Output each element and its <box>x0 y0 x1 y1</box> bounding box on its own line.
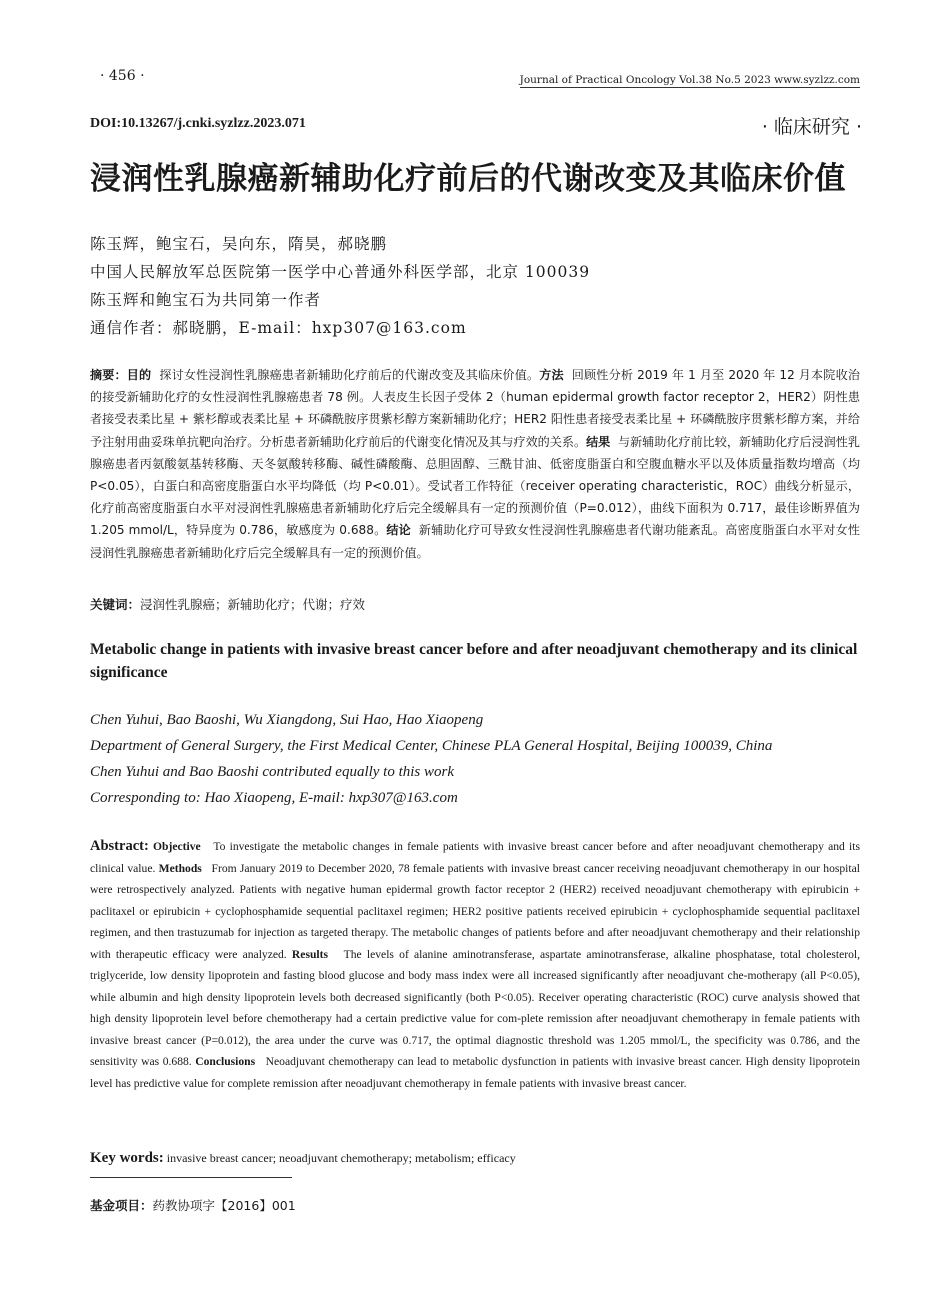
results-label-cn: 结果 <box>586 434 611 449</box>
keywords-label-cn: 关键词： <box>90 597 141 612</box>
journal-info: Journal of Practical Oncology Vol.38 No.5 2023 www.syzlzz.com <box>519 74 860 86</box>
results-label-en: Results <box>291 947 328 961</box>
methods-label-cn: 方法 <box>539 368 564 382</box>
doi: DOI:10.13267/j.cnki.syzlzz.2023.071 <box>90 116 306 131</box>
authors-cn: 陈玉辉，鲍宝石，吴向东，隋昊，郝晓鹏 <box>90 235 388 253</box>
keywords-en <box>90 1150 516 1167</box>
column-label: · 临床研究 · <box>761 116 862 138</box>
conclusions-text-en: Neoadjuvant chemotherapy can lead to metabolic dysfunction in patients with invasive breast cancer. High density lipoprotein level has predictive value for complete remission after neoadjuvant chemotherapy in female patients with invasive breast cancer. <box>90 1055 860 1090</box>
methods-text-en: From January 2019 to December 2020, 78 female patients with invasive breast cancer receiving neoadjuvant chemotherapy in our hospital were retrospectively analyzed. Patients with negative human epidermal growth factor receptor 2 (HER2) received neoadjuvant chemotherapy with epirubicin + paclitaxel or epirubicin + cyclophosphamide sequential paclitaxel regimen; HER2 positive patients received epirubicin + cyclophosphamide sequential paclitaxel regimen, and then trastuzumab for injection as targeted therapy. The metabolic changes of patients before and after neoadjuvant chemotherapy and their relationship with therapeutic efficacy were analyzed. <box>90 861 860 961</box>
page-number: · 456 · <box>100 68 145 84</box>
objective-label-en: Objective <box>153 840 201 853</box>
authors-en: Chen Yuhui, Bao Baoshi, Wu Xiangdong, Sui Hao, Hao Xiaopeng <box>90 712 484 728</box>
keywords-label-en: Key words: <box>90 1150 164 1166</box>
fund-label: 基金项目： <box>90 1198 153 1213</box>
conclusion-text-cn: 新辅助化疗可导致女性浸润性乳腺癌患者代谢功能紊乱。高密度脂蛋白水平对女性浸润性乳腺癌患者新辅助化疗后完全缓解具有一定的预测价值。 <box>90 523 860 560</box>
abstract-en <box>90 836 860 1094</box>
fund-text: 药教协项字【2016】001 <box>152 1198 296 1213</box>
methods-label-en: Methods <box>158 861 202 875</box>
objective-text-en: To investigate the metabolic changes in female patients with invasive breast cancer before and after neoadjuvant chemotherapy and its clinical value. <box>90 840 860 875</box>
affiliation-en: Department of General Surgery, the First Medical Center, Chinese PLA General Hospital, Beijing 100039, China <box>90 738 773 754</box>
conclusion-label-cn: 结论 <box>386 523 411 538</box>
title-cn: 浸润性乳腺癌新辅助化疗前后的代谢改变及其临床价值 <box>90 161 846 197</box>
corresponding-en: Corresponding to: Hao Xiaopeng, E-mail: hxp307@163.com <box>90 790 458 806</box>
results-text-cn: 与新辅助化疗前比较，新辅助化疗后浸润性乳腺癌患者丙氨酸氨基转移酶、天冬氨酸转移酶、碱性磷酸酶、总胆固醇、三酰甘油、低密度脂蛋白和空腹血糖水平以及体质量指数均增高（均 P<0.05），白蛋白和高密度脂蛋白水平均降低（均 P<0.01）。受试者工作特征（receiver operating characteristic，ROC）曲线分析显示，化疗前高密度脂蛋白水平对浸润性乳腺癌患者新辅助化疗后完全缓解具有一定的预测价值（P=0.012），曲线下面积为 0.717，最佳诊断界值为 1.205 mmol/L，特异度为 0.786，敏感度为 0.688。 <box>90 434 860 538</box>
corresponding-cn: 通信作者：郝晓鹏，E-mail：hxp307@163.com <box>90 319 467 337</box>
keywords-text-en: invasive breast cancer; neoadjuvant chemotherapy; metabolism; efficacy <box>166 1151 516 1165</box>
footnote-divider <box>90 1177 292 1178</box>
methods-text-cn: 回顾性分析 2019 年 1 月至 2020 年 12 月本院收治的接受新辅助化疗的女性浸润性乳腺癌患者 78 例。人表皮生长因子受体 2（human epidermal growth factor receptor 2，HER2）阴性患者接受表柔比星 + 紫杉醇或表柔比星 + 环磷酰胺序贯紫杉醇方案新辅助化疗；HER2 阳性患者接受表柔比星 + 环磷酰胺序贯紫杉醇方案，并给予注射用曲妥珠单抗靶向治疗。分析患者新辅助化疗前后的代谢变化情况及其与疗效的关系。 <box>90 368 860 449</box>
fund-info <box>90 1196 296 1214</box>
title-en: Metabolic change in patients with invasive breast cancer before and after neoadjuvant chemotherapy and its clinical significance <box>90 641 858 681</box>
keywords-text-cn: 浸润性乳腺癌；新辅助化疗；代谢；疗效 <box>140 597 366 612</box>
abstract-en-label: Abstract: <box>90 838 149 854</box>
objective-label-cn: 目的 <box>126 368 152 382</box>
equal-contribution-cn: 陈玉辉和鲍宝石为共同第一作者 <box>90 291 322 309</box>
keywords-cn <box>90 595 365 613</box>
conclusions-label-en: Conclusions <box>195 1055 256 1068</box>
objective-text-cn: 探讨女性浸润性乳腺癌患者新辅助化疗前后的代谢改变及其临床价值。 <box>159 368 540 382</box>
results-text-en: The levels of alanine aminotransferase, aspartate aminotransferase, alkaline phosphatase, total cholesterol, triglyceride, low density lipoprotein and fasting blood glucose and body mass index were all increased significantly after neoadjuvant che-motherapy (all P<0.05), while albumin and high density lipoprotein levels both decreased significantly (both P<0.05). Receiver operating characteristic (ROC) curve analysis showed that high density lipoprotein level before chemotherapy had a certain predictive value for com-plete remission after neoadjuvant chemotherapy in female patients with invasive breast cancer (P=0.012), the area under the curve was 0.717, the optimal diagnostic threshold was 1.205 mmol/L, the specificity was 0.786, and the sensitivity was 0.688. <box>90 947 860 1068</box>
abstract-cn-label: 摘要： <box>90 368 127 382</box>
abstract-cn <box>90 364 860 564</box>
affiliation-cn: 中国人民解放军总医院第一医学中心普通外科医学部，北京 100039 <box>90 263 591 281</box>
equal-contribution-en: Chen Yuhui and Bao Baoshi contributed equally to this work <box>90 764 455 780</box>
